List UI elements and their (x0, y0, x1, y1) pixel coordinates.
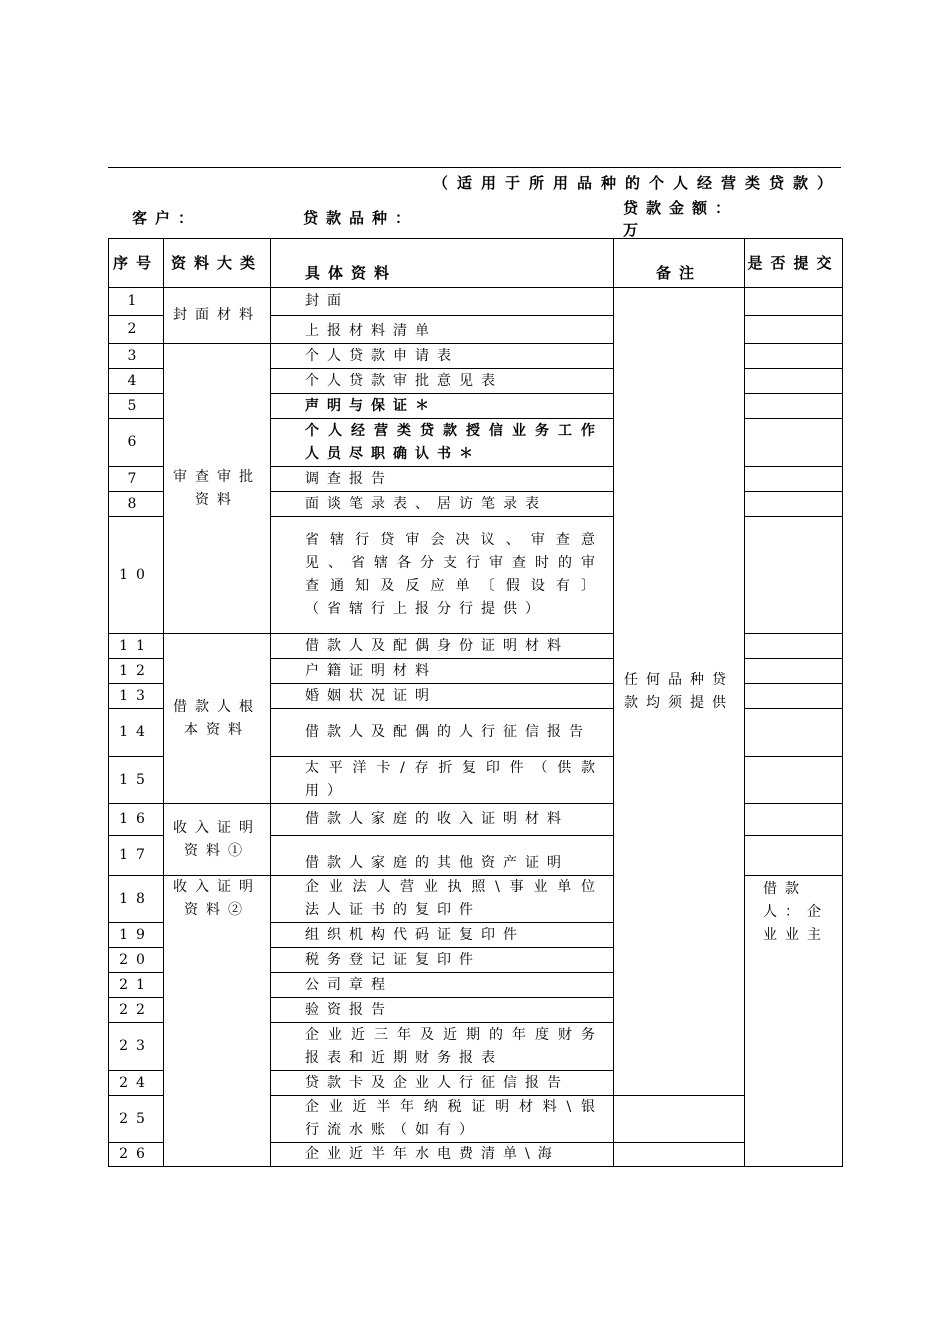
header-no: 序号 (109, 239, 164, 288)
row-item: 调查报告 (271, 467, 614, 492)
note-all-products: 任何品种贷款均须提供 (614, 288, 745, 1096)
header-category: 资料大类 (164, 239, 271, 288)
loan-amount-unit: 万 (623, 221, 647, 239)
row-number: 1 (109, 288, 164, 316)
category-income-1: 收入证明资料① (164, 804, 271, 876)
table-row (109, 288, 843, 316)
submitted-cell[interactable] (745, 316, 843, 344)
row-item: 声明与保证＊ (271, 394, 614, 419)
row-number: 3 (109, 344, 164, 369)
row-number: 24 (109, 1071, 164, 1096)
row-number: 19 (109, 923, 164, 948)
row-number: 10 (109, 517, 164, 634)
row-item: 户籍证明材料 (271, 659, 614, 684)
submitted-cell[interactable] (745, 394, 843, 419)
submitted-cell[interactable] (745, 419, 843, 467)
header-item: 具体资料 (271, 239, 614, 288)
row-item: 税务登记证复印件 (271, 948, 614, 973)
row-number: 25 (109, 1096, 164, 1143)
header-submitted: 是否提交 (745, 239, 843, 288)
row-item: 婚姻状况证明 (271, 684, 614, 709)
row-number: 17 (109, 836, 164, 876)
row-number: 2 (109, 316, 164, 344)
row-item: 借款人及配偶身份证明材料 (271, 634, 614, 659)
row-item: 个人贷款申请表 (271, 344, 614, 369)
submitted-cell[interactable] (745, 634, 843, 659)
category-income-2: 收入证明资料② (164, 876, 271, 1167)
row-number: 5 (109, 394, 164, 419)
category-basic: 借款人根本资料 (164, 634, 271, 804)
loan-amount-label: 贷款金额： (623, 199, 739, 217)
row-item: 公司章程 (271, 973, 614, 998)
row-item: 组织机构代码证复印件 (271, 923, 614, 948)
submitted-cell[interactable] (614, 1143, 745, 1167)
submitted-cell[interactable] (745, 757, 843, 804)
row-item: 借款人家庭的收入证明材料 (271, 804, 614, 836)
category-cover: 封面材料 (164, 288, 271, 344)
row-number: 22 (109, 998, 164, 1023)
row-item: 上报材料清单 (271, 316, 614, 344)
submitted-cell[interactable] (745, 369, 843, 394)
row-item: 企业近三年及近期的年度财务报表和近期财务报表 (271, 1023, 614, 1071)
row-number: 26 (109, 1143, 164, 1167)
row-item: 企业法人营业执照\事业单位法人证书的复印件 (271, 876, 614, 923)
materials-checklist-table (108, 238, 843, 1167)
row-item: 企业近半年水电费清单\海 (271, 1143, 614, 1167)
row-number: 18 (109, 876, 164, 923)
row-number: 21 (109, 973, 164, 998)
submitted-cell[interactable] (614, 1096, 745, 1143)
submitted-cell[interactable] (745, 492, 843, 517)
row-number: 20 (109, 948, 164, 973)
row-item: 省辖行贷审会决议、审查意见、省辖各分支行审查时的审查通知及反应单〔假设有〕（省辖行上报分行提供） (271, 517, 614, 634)
category-review: 审查审批资料 (164, 344, 271, 634)
row-item: 面谈笔录表、居访笔录表 (271, 492, 614, 517)
submitted-cell[interactable] (745, 836, 843, 876)
table-header-row (109, 239, 843, 288)
row-number: 8 (109, 492, 164, 517)
submitted-cell[interactable] (745, 344, 843, 369)
row-number: 6 (109, 419, 164, 467)
row-item: 借款人及配偶的人行征信报告 (271, 709, 614, 757)
row-item: 验资报告 (271, 998, 614, 1023)
submitted-cell[interactable] (745, 517, 843, 634)
row-item: 个人经营类贷款授信业务工作人员尽职确认书＊ (271, 419, 614, 467)
submitted-cell[interactable] (745, 804, 843, 836)
document-subtitle: （适用于所用品种的个人经营类贷款） (432, 174, 841, 192)
row-item: 企业近半年纳税证明材料\银行流水账（如有） (271, 1096, 614, 1143)
row-number: 14 (109, 709, 164, 757)
submitted-cell[interactable] (745, 659, 843, 684)
submitted-cell[interactable] (745, 288, 843, 316)
top-rule (108, 167, 841, 168)
row-item: 封面 (271, 288, 614, 316)
submitted-cell[interactable] (745, 684, 843, 709)
customer-label: 客户： (132, 209, 202, 227)
submitted-cell[interactable] (745, 709, 843, 757)
row-number: 7 (109, 467, 164, 492)
row-number: 15 (109, 757, 164, 804)
row-number: 13 (109, 684, 164, 709)
submitted-cell[interactable] (745, 467, 843, 492)
row-item: 太平洋卡/存折复印件（供款用） (271, 757, 614, 804)
loan-amount-field (623, 197, 738, 241)
header-note: 备注 (614, 239, 745, 288)
row-number: 12 (109, 659, 164, 684)
loan-type-label: 贷款品种： (303, 209, 419, 227)
row-item: 贷款卡及企业人行征信报告 (271, 1071, 614, 1096)
row-number: 4 (109, 369, 164, 394)
row-item: 借款人家庭的其他资产证明 (271, 836, 614, 876)
row-number: 23 (109, 1023, 164, 1071)
row-number: 16 (109, 804, 164, 836)
note-enterprise-owner: 借款人：企业业主 (745, 876, 843, 1167)
row-item: 个人贷款审批意见表 (271, 369, 614, 394)
row-number: 11 (109, 634, 164, 659)
